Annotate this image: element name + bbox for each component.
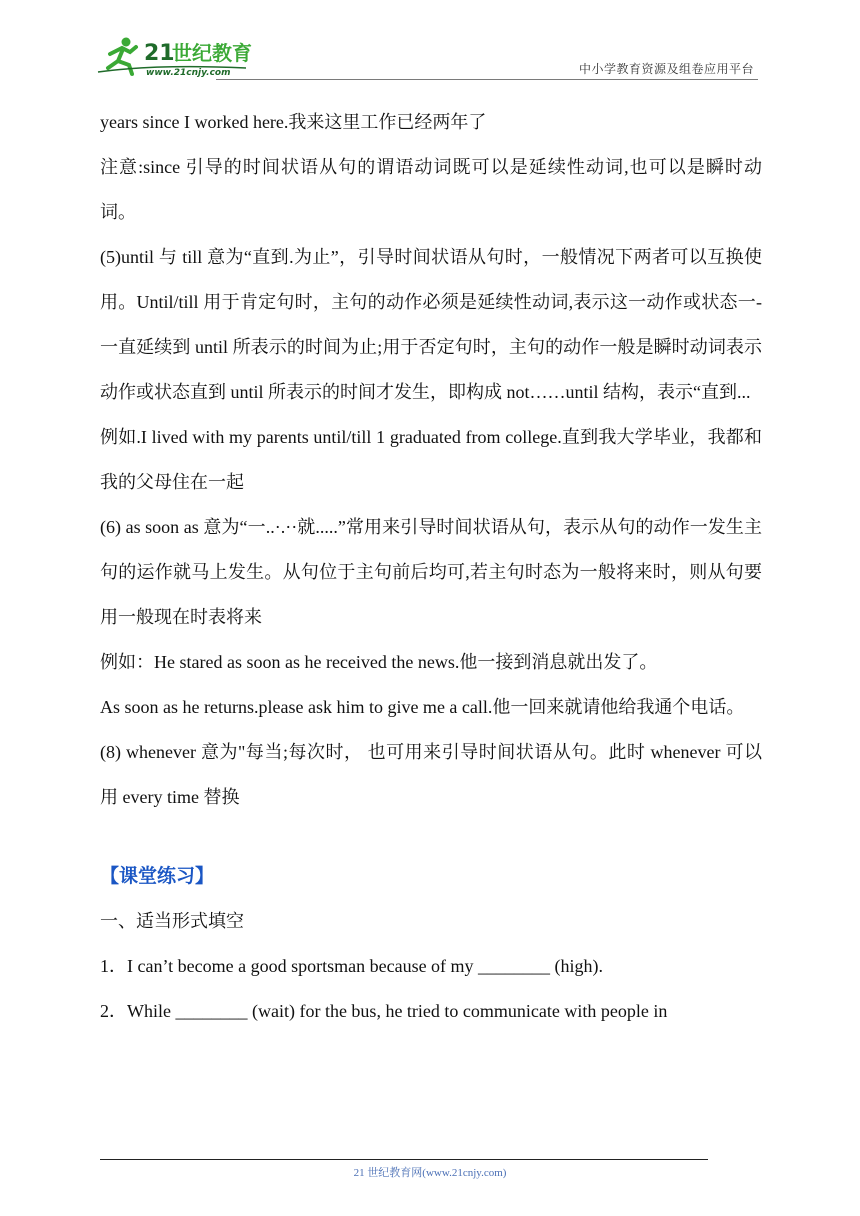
body-paragraph: 注意:since 引导的时间状语从句的谓语动词既可以是延续性动词,也可以是瞬时动词。: [100, 157, 762, 222]
exercise-section-title: 【课堂练习】: [100, 865, 215, 887]
svg-text:21: 21: [144, 41, 175, 66]
header-slogan: 中小学教育资源及组卷应用平台: [578, 62, 754, 76]
exercise-item: 1．I can’t become a good sportsman because of my ________ (high).: [100, 956, 604, 976]
svg-text:www.21cnjy.com: www.21cnjy.com: [146, 68, 231, 78]
footer-divider: [100, 1159, 708, 1160]
body-paragraph: years since I worked here.我来这里工作已经两年了: [100, 112, 487, 132]
header-divider: [216, 79, 758, 80]
body-paragraph: 例如：He stared as soon as he received the news.他一接到消息就出发了。: [100, 652, 658, 672]
exercise-item: 2．While ________ (wait) for the bus, he tried to communicate with people in: [100, 1001, 668, 1021]
body-paragraph: (5)until 与 till 意为“直到.为止”，引导时间状语从句时，一般情况下两者可以互换使用。Until/till 用于肯定句时，主句的动作必须是延续性动词,表示这一动作或状态一-一直延续到 until 所表示的时间为止;用于否定句时，主句的动作一般是瞬时动词表示动作或状态直到 until 所表示的时间才发生，即构成 not……until 结构，表示“直到...: [100, 247, 762, 402]
svg-text:世纪教育: 世纪教育: [172, 41, 252, 65]
body-paragraph: 例如.I lived with my parents until/till 1 graduated from college.直到我大学毕业，我都和我的父母住在一起: [100, 427, 762, 492]
page-footer: 21 世纪教育网(www.21cnjy.com): [353, 1167, 507, 1179]
section-gap: [100, 820, 762, 854]
page-header: [96, 30, 758, 80]
exercise-subtitle: 一、适当形式填空: [100, 911, 244, 931]
body-paragraph: (6) as soon as 意为“一..·.··就.....”常用来引导时间状语从句，表示从句的动作一发生主句的运作就马上发生。从句位于主句前后均可,若主句时态为一般将来时，则从句要用一般现在时表将来: [100, 517, 762, 627]
document-content: [100, 100, 762, 1034]
site-logo: [96, 34, 266, 78]
body-paragraph: (8) whenever 意为"每当;每次时， 也可用来引导时间状语从句。此时 whenever 可以用 every time 替换: [100, 742, 762, 807]
runner-logo-icon: [96, 34, 266, 78]
body-paragraph: As soon as he returns.please ask him to give me a call.他一回来就请他给我通个电话。: [100, 697, 745, 717]
